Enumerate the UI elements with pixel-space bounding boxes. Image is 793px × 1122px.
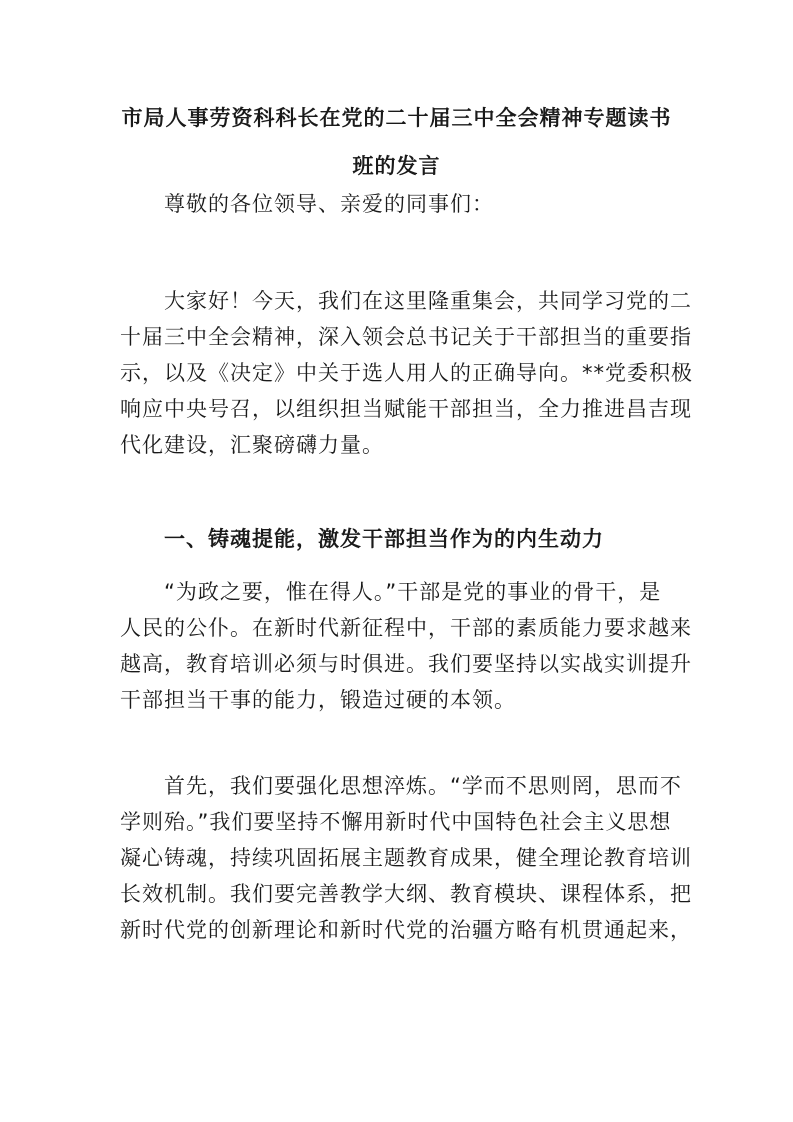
intro-paragraph	[120, 283, 693, 463]
greeting-paragraph	[120, 186, 676, 222]
paragraph-line: 干部担当干事的能力，锻造过硬的本领。	[120, 688, 516, 712]
paragraph-line: 示，以及《决定》中关于选人用人的正确导向。**党委积极	[120, 361, 693, 385]
paragraph-line: 十届三中全会精神，深入领会总书记关于干部担当的重要指	[120, 325, 692, 349]
paragraph-line: 新时代党的创新理论和新时代党的治疆方略有机贯通起来，	[120, 918, 692, 942]
paragraph-line: 大家好！今天，我们在这里隆重集会，共同学习党的二	[164, 289, 692, 313]
paragraph-line: 代化建设，汇聚磅礴力量。	[120, 433, 384, 457]
title-line-2: 班的发言	[352, 154, 441, 178]
paragraph-line: 凝心铸魂，持续巩固拓展主题教育成果，健全理论教育培训	[120, 846, 692, 870]
section1-paragraph-2	[120, 768, 692, 948]
paragraph-line: “为政之要，惟在得人。”干部是党的事业的骨干，是	[164, 580, 662, 604]
paragraph-line: 响应中央号召，以组织担当赋能干部担当，全力推进昌吉现	[120, 397, 692, 421]
paragraph-line: 学则殆。”我们要坚持不懈用新时代中国特色社会主义思想	[120, 810, 672, 834]
paragraph-line: 人民的公仆。在新时代新征程中，干部的素质能力要求越来	[120, 616, 692, 640]
paragraph-line: 首先，我们要强化思想淬炼。“学而不思则罔，思而不	[164, 774, 682, 798]
paragraph-line: 长效机制。我们要完善教学大纲、教育模块、课程体系，把	[120, 882, 692, 906]
paragraph-line: 越高，教育培训必须与时俱进。我们要坚持以实战实训提升	[120, 652, 692, 676]
title-line-1: 市局人事劳资科科长在党的二十届三中全会精神专题读书	[121, 106, 672, 130]
document-title	[120, 94, 673, 190]
greeting-text: 尊敬的各位领导、亲爱的同事们：	[164, 192, 494, 216]
section1-paragraph-1	[120, 574, 692, 718]
section-heading-1: 一、铸魂提能，激发干部担当作为的内生动力	[164, 527, 604, 551]
